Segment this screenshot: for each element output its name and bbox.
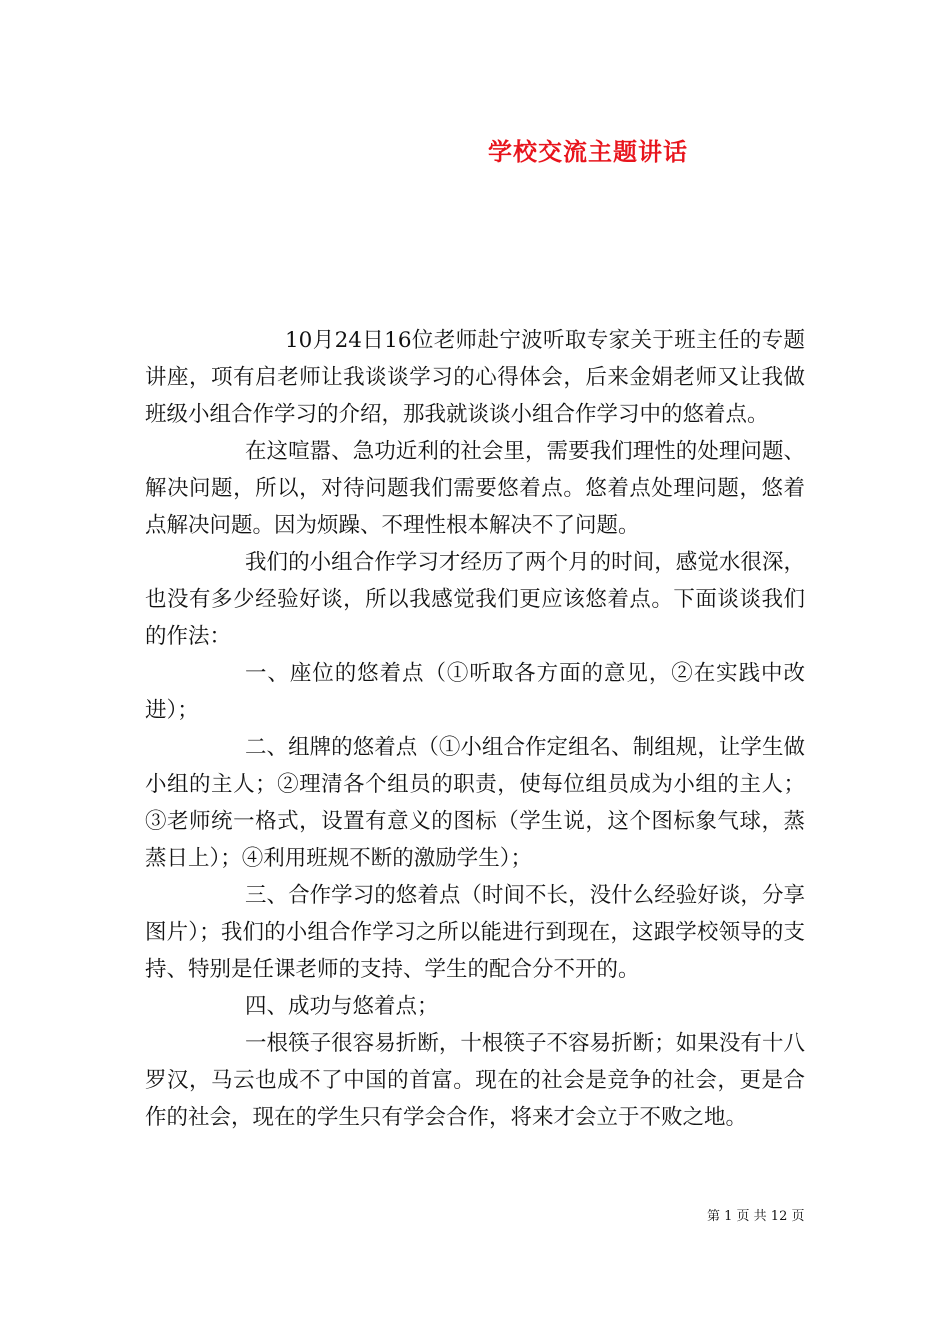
paragraph-success-heading: 四、成功与悠着点； — [245, 994, 439, 1019]
paragraph-society: 在这喧嚣、急功近利的社会里，需要我们理性的处理问题、解决问题，所以，对待问题我们需要悠着点。悠着点处理问题，悠着点解决问题。因为烦躁、不理性根本解决不了问题。 — [145, 439, 805, 538]
paragraph-group-sign: 二、组牌的悠着点（①小组合作定组名、制组规，让学生做小组的主人；②理清各个组员的职责，使每位组员成为小组的主人；③老师统一格式，设置有意义的图标（学生说，这个图标象气球，蒸蒸日上）；④利用班规不断的激励学生）； — [145, 735, 805, 871]
paragraph-intro: 10月24日16位老师赴宁波听取专家关于班主任的专题讲座，项有启老师让我谈谈学习的心得体会，后来金娟老师又让我做班级小组合作学习的介绍，那我就谈谈小组合作学习中的悠着点。 — [145, 328, 805, 427]
page-number-footer: 第 1 页 共 12 页 — [707, 1209, 805, 1224]
paragraph-cooperation: 三、合作学习的悠着点（时间不长，没什么经验好谈，分享图片）；我们的小组合作学习之所以能进行到现在，这跟学校领导的支持、特别是任课老师的支持、学生的配合分不开的。 — [145, 883, 805, 982]
paragraph-chopsticks: 一根筷子很容易折断，十根筷子不容易折断；如果没有十八罗汉，马云也成不了中国的首富。现在的社会是竞争的社会，更是合作的社会，现在的学生只有学会合作，将来才会立于不败之地。 — [145, 1031, 805, 1130]
paragraph-seating: 一、座位的悠着点（①听取各方面的意见，②在实践中改进）； — [145, 661, 805, 723]
document-title: 学校交流主题讲话 — [488, 137, 688, 166]
document-body — [145, 322, 805, 1136]
paragraph-group-study: 我们的小组合作学习才经历了两个月的时间，感觉水很深，也没有多少经验好谈，所以我感觉我们更应该悠着点。下面谈谈我们的作法： — [145, 550, 805, 649]
